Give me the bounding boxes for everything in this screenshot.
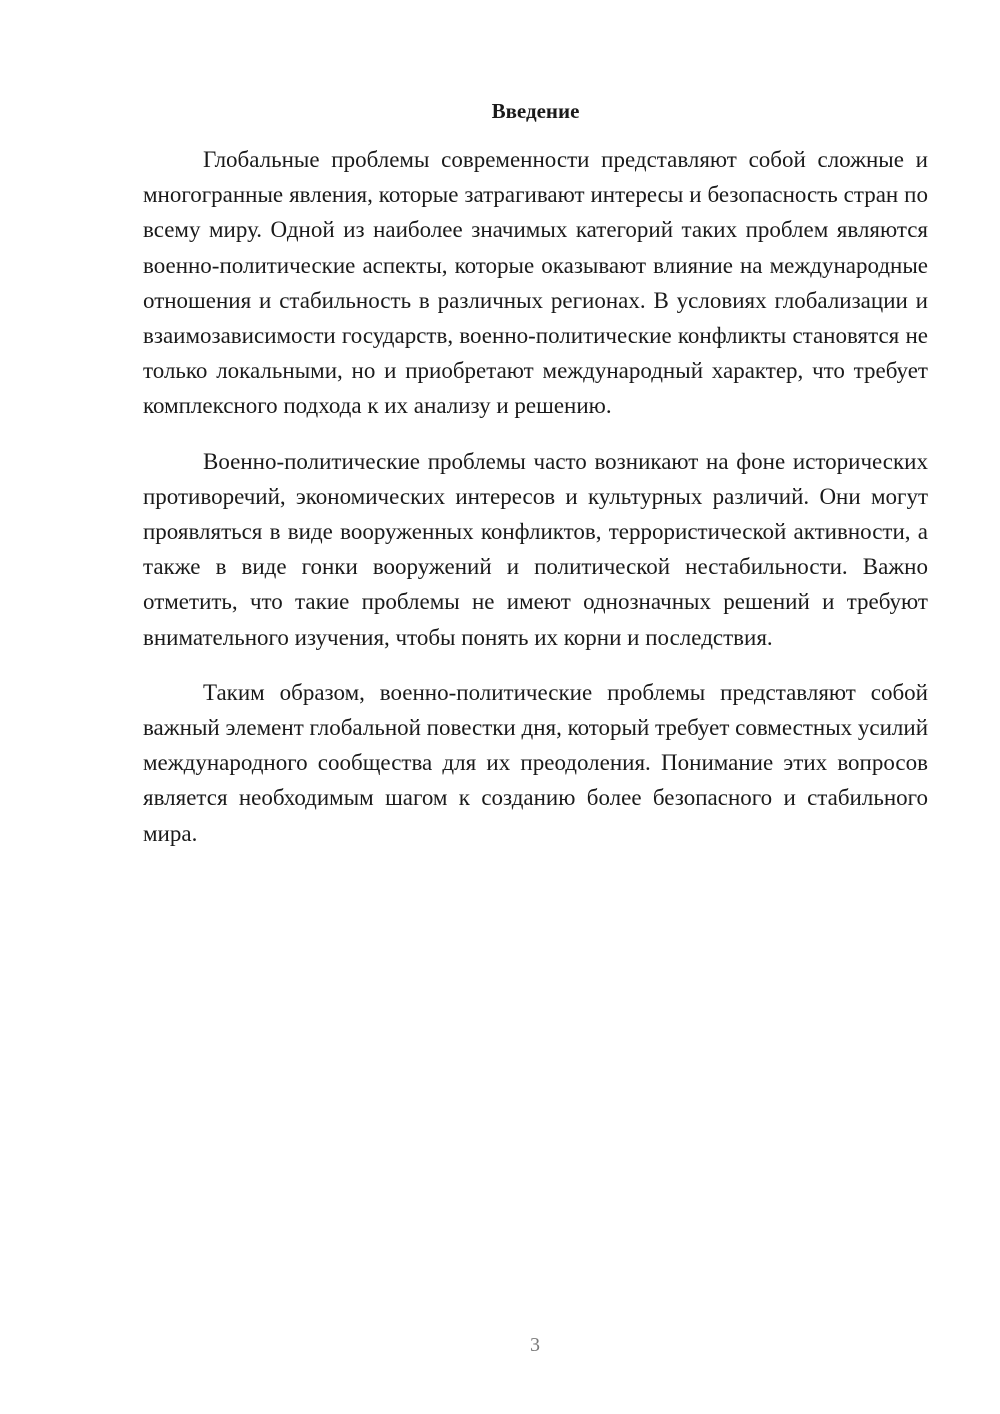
paragraph-3: Таким образом, военно-политические проблемы представляют собой важный элемент глобальной повестки дня, который требует совместных усилий международного сообщества для их преодоления. Понимание этих вопросов является необходимым шагом к созданию более безопасного и стабильного мира. xyxy=(143,679,929,846)
paragraph-2: Военно-политические проблемы часто возникают на фоне исторических противоречий, экономических интересов и культурных различий. Они могут проявляться в виде вооруженных конфликтов, террористической активности, а также в виде гонки вооружений и политической нестабильности. Важно отметить, что такие проблемы не имеют однозначных решений и требуют внимательного изучения, чтобы понять их корни и последствия. xyxy=(143,448,928,650)
page-number: 3 xyxy=(530,1334,540,1356)
paragraph-1: Глобальные проблемы современности представляют собой сложные и многогранные явления, которые затрагивают интересы и безопасность стран по всему миру. Одной из наиболее значимых категорий таких проблем являются военно-политические аспекты, которые оказывают влияние на международные отношения и стабильность в различных регионах. В условиях глобализации и взаимозависимости государств, военно-политические конфликты становятся не только локальными, но и приобретают международный характер, что требует комплексного подхода к их анализу и решению. xyxy=(143,147,928,419)
section-heading: Введение xyxy=(491,99,580,123)
document-body xyxy=(143,142,928,871)
